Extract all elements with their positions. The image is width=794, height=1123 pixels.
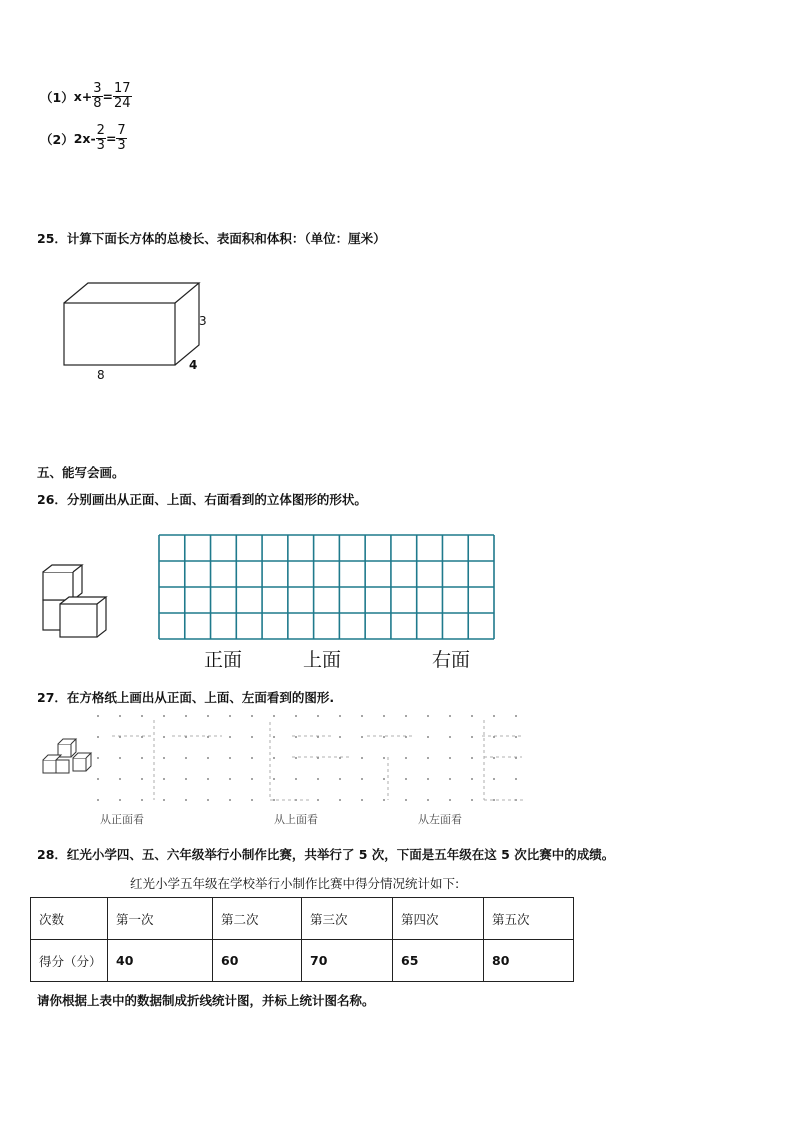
- numerator: 7: [117, 123, 126, 138]
- grid-dot: [383, 736, 385, 738]
- grid-dot: [493, 757, 495, 759]
- question-25-text: 25．计算下面长方体的总棱长、表面积和体积：（单位：厘米）: [37, 231, 386, 246]
- grid-dot: [317, 778, 319, 780]
- grid-dot: [163, 799, 165, 801]
- denominator: 3: [96, 138, 105, 153]
- grid-dot: [383, 757, 385, 759]
- grid-dot: [295, 778, 297, 780]
- stacked-cubes-figure: [38, 562, 110, 640]
- grid-dot: [185, 715, 187, 717]
- dot-grid-label-top: 从上面看: [274, 813, 318, 826]
- instruction-text: 请你根据上表中的数据制成折线统计图，并标上统计图名称。: [37, 993, 375, 1008]
- grid-dot: [163, 757, 165, 759]
- grid-dot: [207, 778, 209, 780]
- grid-dot: [273, 799, 275, 801]
- grid-dot: [383, 778, 385, 780]
- grid-dot: [405, 799, 407, 801]
- grid-dot: [493, 715, 495, 717]
- grid-dot: [229, 736, 231, 738]
- grid-dot: [119, 799, 121, 801]
- grid-dot: [229, 715, 231, 717]
- grid-dot: [251, 736, 253, 738]
- cuboid-height-label: 3: [199, 314, 207, 328]
- grid-dot: [229, 799, 231, 801]
- grid-dot: [185, 799, 187, 801]
- grid-dot: [273, 715, 275, 717]
- grid-dot: [251, 778, 253, 780]
- grid-dot: [493, 778, 495, 780]
- grid-dot: [141, 799, 143, 801]
- table-cell: 40: [108, 940, 213, 982]
- table-cell: 65: [393, 940, 484, 982]
- equation-1: [40, 82, 132, 111]
- grid-dot: [163, 715, 165, 717]
- table-cell: 第四次: [393, 898, 484, 940]
- grid-dot: [361, 778, 363, 780]
- table-cell: 次数: [31, 898, 108, 940]
- grid-dot: [405, 757, 407, 759]
- question-26-text: 26．分别画出从正面、上面、右面看到的立体图形的形状。: [37, 492, 367, 507]
- grid-dot: [383, 715, 385, 717]
- grid-dot: [273, 778, 275, 780]
- denominator: 3: [117, 138, 126, 153]
- grid-dot: [515, 736, 517, 738]
- grid-dot: [383, 799, 385, 801]
- numerator: 17: [114, 81, 131, 96]
- grid-dot: [295, 736, 297, 738]
- cuboid-front-face: [64, 303, 175, 365]
- grid-dot: [471, 757, 473, 759]
- table-cell: 60: [213, 940, 302, 982]
- grid-dot: [361, 736, 363, 738]
- grid-dot: [207, 799, 209, 801]
- grid-dot: [141, 715, 143, 717]
- grid-dot: [185, 778, 187, 780]
- grid-dot: [97, 799, 99, 801]
- grid-dot: [427, 799, 429, 801]
- table-row: [31, 940, 574, 982]
- dot-grid-label-left: 从左面看: [418, 813, 462, 826]
- section-title: 五、能写会画。: [37, 465, 125, 480]
- equation-prefix: x+: [73, 89, 93, 104]
- grid-dot: [229, 757, 231, 759]
- grid-dot: [515, 715, 517, 717]
- grid-dot: [97, 715, 99, 717]
- grid-dot: [339, 715, 341, 717]
- grid-dot: [427, 736, 429, 738]
- grid-dot: [97, 778, 99, 780]
- grid-dot: [185, 757, 187, 759]
- cuboid-length-label: 8: [97, 368, 105, 382]
- grid-dot: [251, 757, 253, 759]
- grid-dot: [317, 799, 319, 801]
- table-header-row: [31, 898, 574, 940]
- grid-dot: [97, 757, 99, 759]
- table-title: 红光小学五年级在学校举行小制作比赛中得分情况统计如下:: [130, 876, 460, 891]
- table-cell: 得分（分）: [31, 940, 108, 982]
- grid-dot: [449, 715, 451, 717]
- equation-label: （1）: [40, 89, 74, 105]
- equals-sign: =: [102, 89, 114, 104]
- fraction: [96, 124, 106, 153]
- grid-dot: [361, 757, 363, 759]
- grid-dot: [251, 715, 253, 717]
- grid-dot: [471, 778, 473, 780]
- grid-dot: [339, 736, 341, 738]
- table-cell: 70: [302, 940, 393, 982]
- grid-dot: [97, 736, 99, 738]
- grid-dot: [119, 757, 121, 759]
- table-cell: 80: [484, 940, 574, 982]
- square-grid[interactable]: [158, 534, 495, 640]
- equation-prefix: 2x-: [73, 131, 96, 146]
- grid-dot: [361, 799, 363, 801]
- grid-dot: [427, 715, 429, 717]
- grid-dot: [405, 715, 407, 717]
- cuboid-width-label: 4: [189, 358, 198, 372]
- question-28-text: 28．红光小学四、五、六年级举行小制作比赛，共举行了 5 次，下面是五年级在这 5 次比赛中的成绩。: [37, 847, 615, 862]
- small-cubes-figure: [40, 736, 96, 776]
- table-cell: 第五次: [484, 898, 574, 940]
- grid-dot: [207, 715, 209, 717]
- question-27-text: 27．在方格纸上画出从正面、上面、左面看到的图形.: [37, 690, 335, 705]
- numerator: 3: [93, 81, 102, 96]
- grid-dot: [471, 715, 473, 717]
- table-cell: 第一次: [108, 898, 213, 940]
- denominator: 24: [114, 96, 131, 111]
- grid-dot: [141, 778, 143, 780]
- grid-dot: [493, 799, 495, 801]
- grid-dot: [251, 799, 253, 801]
- grid-dot: [273, 757, 275, 759]
- grid-label-right: 右面: [432, 649, 471, 671]
- grid-dot: [405, 778, 407, 780]
- grid-dot: [119, 778, 121, 780]
- cuboid-top-face: [64, 283, 199, 303]
- grid-dot: [361, 715, 363, 717]
- grid-dot: [163, 778, 165, 780]
- grid-dot: [339, 799, 341, 801]
- cuboid-side-face: [175, 283, 199, 365]
- table-cell: 第二次: [213, 898, 302, 940]
- grid-label-top: 上面: [303, 649, 342, 671]
- grid-dot: [163, 736, 165, 738]
- grid-dot: [515, 778, 517, 780]
- grid-dot: [273, 736, 275, 738]
- grid-dot: [229, 778, 231, 780]
- grid-dot: [295, 757, 297, 759]
- cuboid-figure: [55, 278, 225, 388]
- grid-dot: [339, 778, 341, 780]
- score-table: [30, 897, 574, 982]
- denominator: 8: [93, 96, 102, 111]
- table-cell: 第三次: [302, 898, 393, 940]
- grid-label-front: 正面: [204, 649, 243, 671]
- grid-dot: [449, 799, 451, 801]
- equation-2: [40, 124, 127, 153]
- grid-dot: [207, 757, 209, 759]
- grid-dot: [427, 778, 429, 780]
- grid-dot: [449, 757, 451, 759]
- grid-dot: [449, 778, 451, 780]
- dot-grid-paper[interactable]: [92, 712, 532, 804]
- grid-dot: [427, 757, 429, 759]
- equation-label: （2）: [40, 131, 74, 147]
- grid-dot: [449, 736, 451, 738]
- grid-dot: [295, 715, 297, 717]
- fraction: [116, 124, 126, 153]
- fraction: [113, 82, 132, 111]
- fraction: [92, 82, 102, 111]
- grid-dot: [317, 715, 319, 717]
- equals-sign: =: [105, 131, 117, 146]
- dot-grid-label-front: 从正面看: [100, 813, 144, 826]
- grid-dot: [471, 736, 473, 738]
- numerator: 2: [96, 123, 105, 138]
- grid-dot: [119, 715, 121, 717]
- grid-dot: [141, 757, 143, 759]
- grid-dot: [471, 799, 473, 801]
